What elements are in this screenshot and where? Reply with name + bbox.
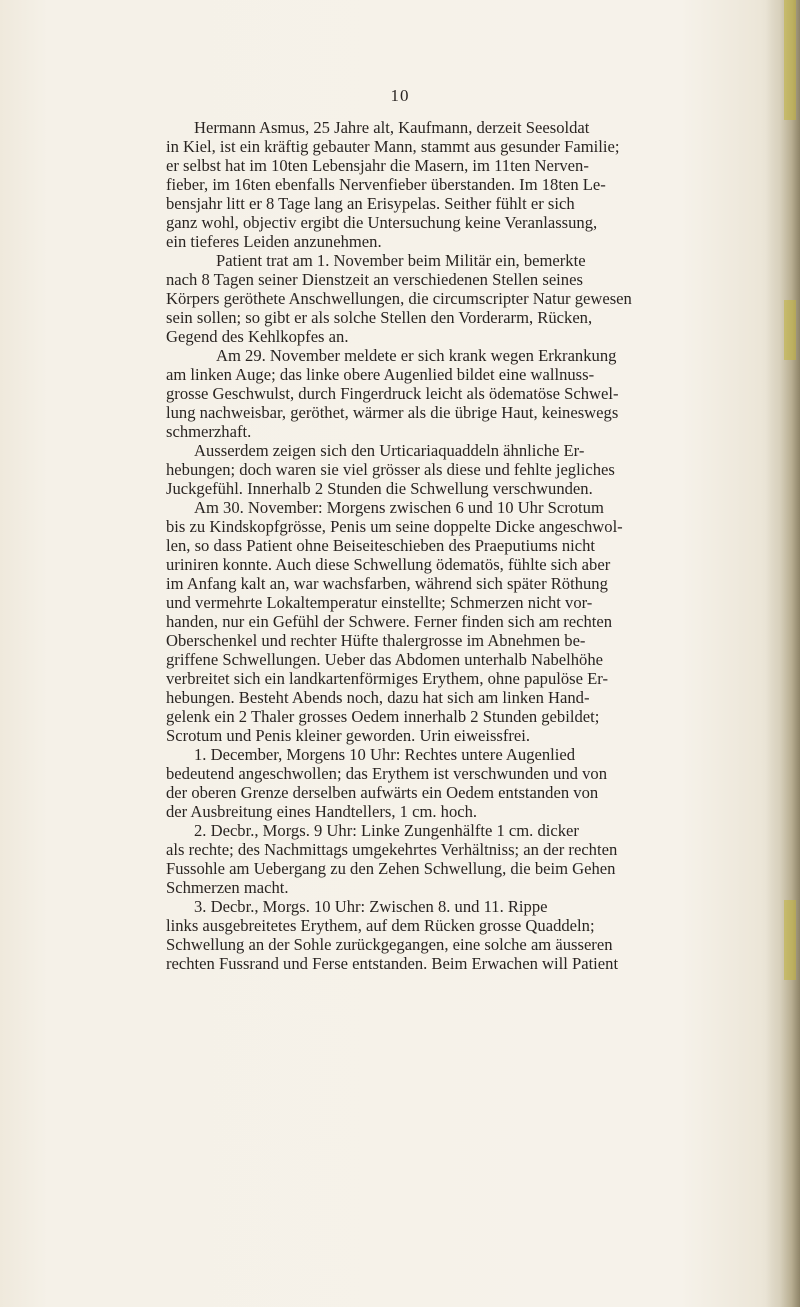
text-line: 1. December, Morgens 10 Uhr: Rechtes untere Augenlied bbox=[194, 745, 576, 764]
page-number: 10 bbox=[390, 86, 410, 105]
text-line: griffene Schwellungen. Ueber das Abdomen unterhalb Nabelhöhe bbox=[166, 650, 603, 669]
text-line: Ausserdem zeigen sich den Urticariaquaddeln ähnliche Er- bbox=[194, 441, 585, 460]
text-line: Körpers geröthete Anschwellungen, die circumscripter Natur gewesen bbox=[166, 289, 632, 308]
text-line: verbreitet sich ein landkartenförmiges Erythem, ohne papulöse Er- bbox=[166, 669, 609, 688]
text-line: Schmerzen macht. bbox=[166, 878, 289, 897]
text-line: Juckgefühl. Innerhalb 2 Stunden die Schwellung verschwunden. bbox=[166, 479, 593, 498]
text-line: Schwellung an der Sohle zurückgegangen, eine solche am äusseren bbox=[166, 935, 613, 954]
text-line: sein sollen; so gibt er als solche Stellen den Vorderarm, Rücken, bbox=[166, 308, 593, 327]
text-line: uriniren konnte. Auch diese Schwellung ödematös, fühlte sich aber bbox=[166, 555, 611, 574]
text-line: in Kiel, ist ein kräftig gebauter Mann, stammt aus gesunder Familie; bbox=[166, 137, 620, 156]
text-line: der Ausbreitung eines Handtellers, 1 cm. hoch. bbox=[166, 802, 478, 821]
page-edge-mark bbox=[784, 300, 796, 360]
text-line: nach 8 Tagen seiner Dienstzeit an verschiedenen Stellen seines bbox=[166, 270, 583, 289]
text-line: Am 30. November: Morgens zwischen 6 und 10 Uhr Scrotum bbox=[194, 498, 604, 517]
text-line: 2. Decbr., Morgs. 9 Uhr: Linke Zungenhälfte 1 cm. dicker bbox=[194, 821, 579, 840]
text-line: am linken Auge; das linke obere Augenlied bildet eine wallnuss- bbox=[166, 365, 595, 384]
page-edge-mark bbox=[784, 900, 796, 980]
text-line: ein tieferes Leiden anzunehmen. bbox=[166, 232, 382, 251]
text-line: hebungen. Besteht Abends noch, dazu hat sich am linken Hand- bbox=[166, 688, 590, 707]
text-line: handen, nur ein Gefühl der Schwere. Ferner finden sich am rechten bbox=[166, 612, 613, 631]
text-line: bis zu Kindskopfgrösse, Penis um seine doppelte Dicke angeschwol- bbox=[166, 517, 623, 536]
page-edge-shadow bbox=[766, 0, 800, 1307]
text-line: er selbst hat im 10ten Lebensjahr die Masern, im 11ten Nerven- bbox=[166, 156, 589, 175]
text-line: der oberen Grenze derselben aufwärts ein Oedem entstanden von bbox=[166, 783, 599, 802]
body-text bbox=[166, 118, 726, 973]
text-line: Patient trat am 1. November beim Militär ein, bemerkte bbox=[216, 251, 586, 270]
text-line: schmerzhaft. bbox=[166, 422, 252, 441]
text-line: 3. Decbr., Morgs. 10 Uhr: Zwischen 8. und 11. Rippe bbox=[194, 897, 548, 916]
text-line: len, so dass Patient ohne Beiseiteschieben des Praeputiums nicht bbox=[166, 536, 596, 555]
text-line: bedeutend angeschwollen; das Erythem ist verschwunden und von bbox=[166, 764, 608, 783]
text-line: gelenk ein 2 Thaler grosses Oedem innerhalb 2 Stunden gebildet; bbox=[166, 707, 600, 726]
text-line: hebungen; doch waren sie viel grösser als diese und fehlte jegliches bbox=[166, 460, 615, 479]
text-line: Hermann Asmus, 25 Jahre alt, Kaufmann, derzeit Seesoldat bbox=[194, 118, 590, 137]
text-line: Oberschenkel und rechter Hüfte thalergrosse im Abnehmen be- bbox=[166, 631, 586, 650]
text-line: Gegend des Kehlkopfes an. bbox=[166, 327, 349, 346]
text-line: ganz wohl, objectiv ergibt die Untersuchung keine Veranlassung, bbox=[166, 213, 598, 232]
text-line: im Anfang kalt an, war wachsfarben, während sich später Röthung bbox=[166, 574, 608, 593]
text-line: lung nachweisbar, geröthet, wärmer als die übrige Haut, keineswegs bbox=[166, 403, 619, 422]
text-line: grosse Geschwulst, durch Fingerdruck leicht als ödematöse Schwel- bbox=[166, 384, 619, 403]
text-line: links ausgebreitetes Erythem, auf dem Rücken grosse Quaddeln; bbox=[166, 916, 595, 935]
text-line: und vermehrte Lokaltemperatur einstellte; Schmerzen nicht vor- bbox=[166, 593, 593, 612]
text-line: bensjahr litt er 8 Tage lang an Erisypelas. Seither fühlt er sich bbox=[166, 194, 575, 213]
text-line: als rechte; des Nachmittags umgekehrtes Verhältniss; an der rechten bbox=[166, 840, 618, 859]
text-line: fieber, im 16ten ebenfalls Nervenfieber überstanden. Im 18ten Le- bbox=[166, 175, 606, 194]
text-line: Am 29. November meldete er sich krank wegen Erkrankung bbox=[216, 346, 617, 365]
text-line: Scrotum und Penis kleiner geworden. Urin eiweissfrei. bbox=[166, 726, 531, 745]
text-line: rechten Fussrand und Ferse entstanden. Beim Erwachen will Patient bbox=[166, 954, 619, 973]
text-line: Fussohle am Uebergang zu den Zehen Schwellung, die beim Gehen bbox=[166, 859, 616, 878]
